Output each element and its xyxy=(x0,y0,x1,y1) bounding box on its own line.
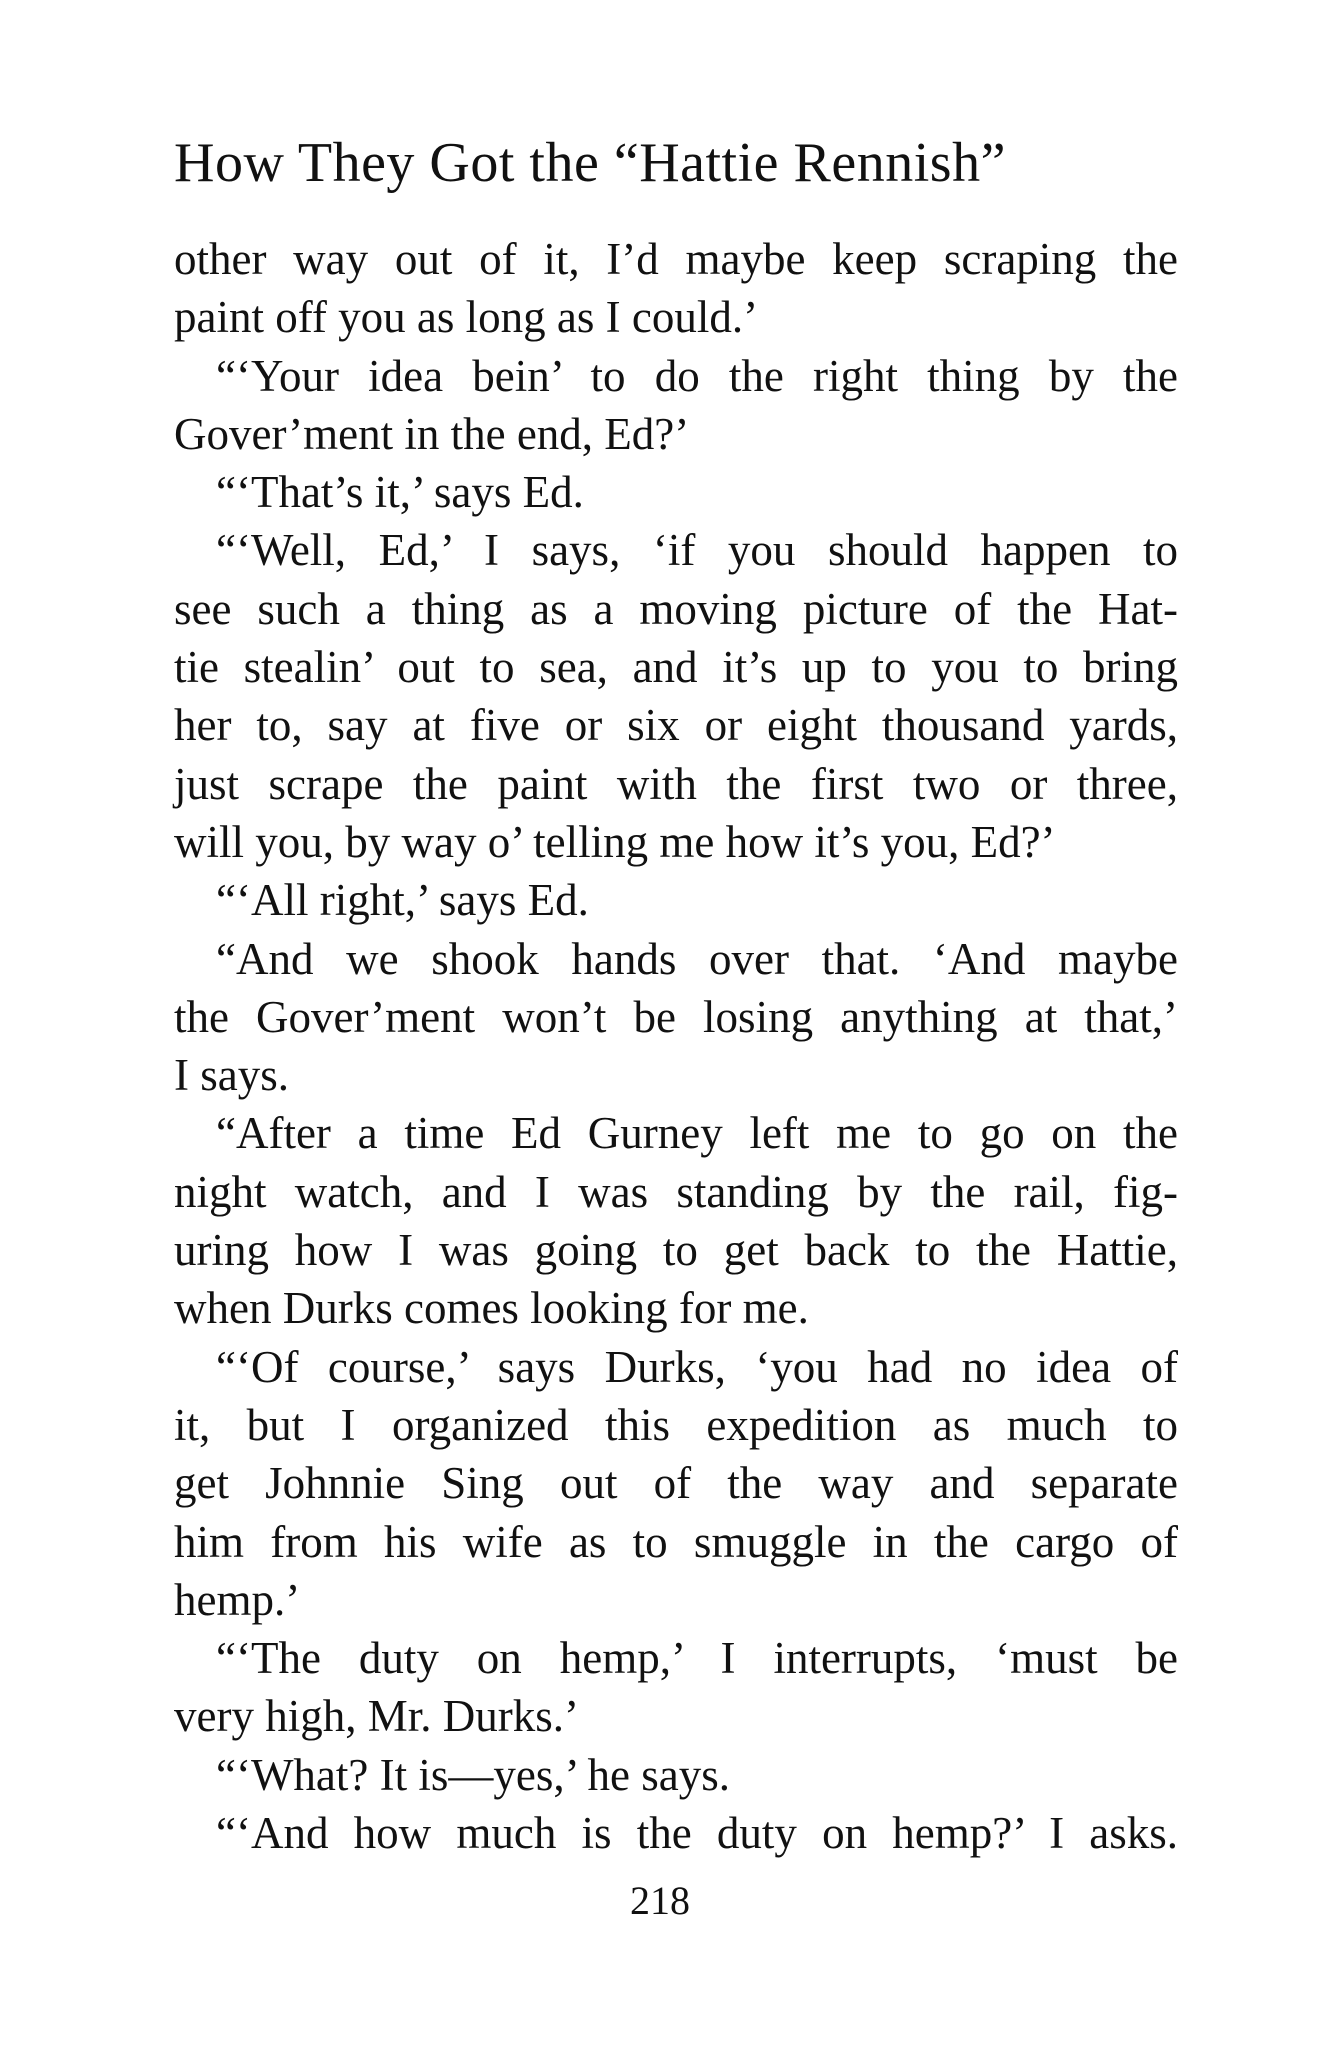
text-line: tie stealin’ out to sea, and it’s up to you to bring xyxy=(174,642,1178,693)
text-line: “After a time Ed Gurney left me to go on the xyxy=(216,1108,1178,1159)
text-line: get Johnnie Sing out of the way and separate xyxy=(174,1458,1178,1509)
text-line: just scrape the paint with the first two or three, xyxy=(174,758,1178,809)
text-line: other way out of it, I’d maybe keep scraping the xyxy=(174,234,1178,284)
text-line: “‘The duty on hemp,’ I interrupts, ‘must be xyxy=(216,1633,1178,1684)
text-line: night watch, and I was standing by the rail, fig- xyxy=(174,1166,1178,1217)
text-line: hemp.’ xyxy=(174,1574,301,1625)
text-line: “And we shook hands over that. ‘And maybe xyxy=(216,933,1178,984)
running-head-title: How They Got the “Hattie Rennish” xyxy=(174,132,1006,194)
text-line: see such a thing as a moving picture of the Hat- xyxy=(174,583,1178,634)
text-line: the Gover’ment won’t be losing anything at that,’ xyxy=(174,991,1178,1042)
text-line: “‘Well, Ed,’ I says, ‘if you should happen to xyxy=(216,525,1178,576)
text-line: Gover’ment in the end, Ed?’ xyxy=(174,408,690,459)
text-line: her to, say at five or six or eight thousand yards, xyxy=(174,700,1178,751)
text-line: “‘That’s it,’ says Ed. xyxy=(216,467,584,518)
text-line: very high, Mr. Durks.’ xyxy=(174,1691,579,1742)
text-line: I says. xyxy=(174,1050,289,1101)
text-line: paint off you as long as I could.’ xyxy=(174,292,759,343)
text-line: “‘And how much is the duty on hemp?’ I asks. xyxy=(216,1808,1178,1859)
text-line: uring how I was going to get back to the Hattie, xyxy=(174,1225,1178,1276)
text-line: him from his wife as to smuggle in the cargo of xyxy=(174,1516,1178,1567)
page-number: 218 xyxy=(630,1878,690,1923)
text-line: will you, by way o’ telling me how it’s you, Ed?’ xyxy=(174,816,1056,867)
text-line: “‘What? It is—yes,’ he says. xyxy=(216,1749,730,1800)
text-line: when Durks comes looking for me. xyxy=(174,1283,809,1334)
text-line: “‘Your idea bein’ to do the right thing by the xyxy=(216,350,1178,401)
text-line: “‘All right,’ says Ed. xyxy=(216,875,589,926)
text-line: “‘Of course,’ says Durks, ‘you had no idea of xyxy=(216,1341,1178,1392)
body-text xyxy=(174,230,1178,1862)
text-line: it, but I organized this expedition as much to xyxy=(174,1399,1178,1450)
